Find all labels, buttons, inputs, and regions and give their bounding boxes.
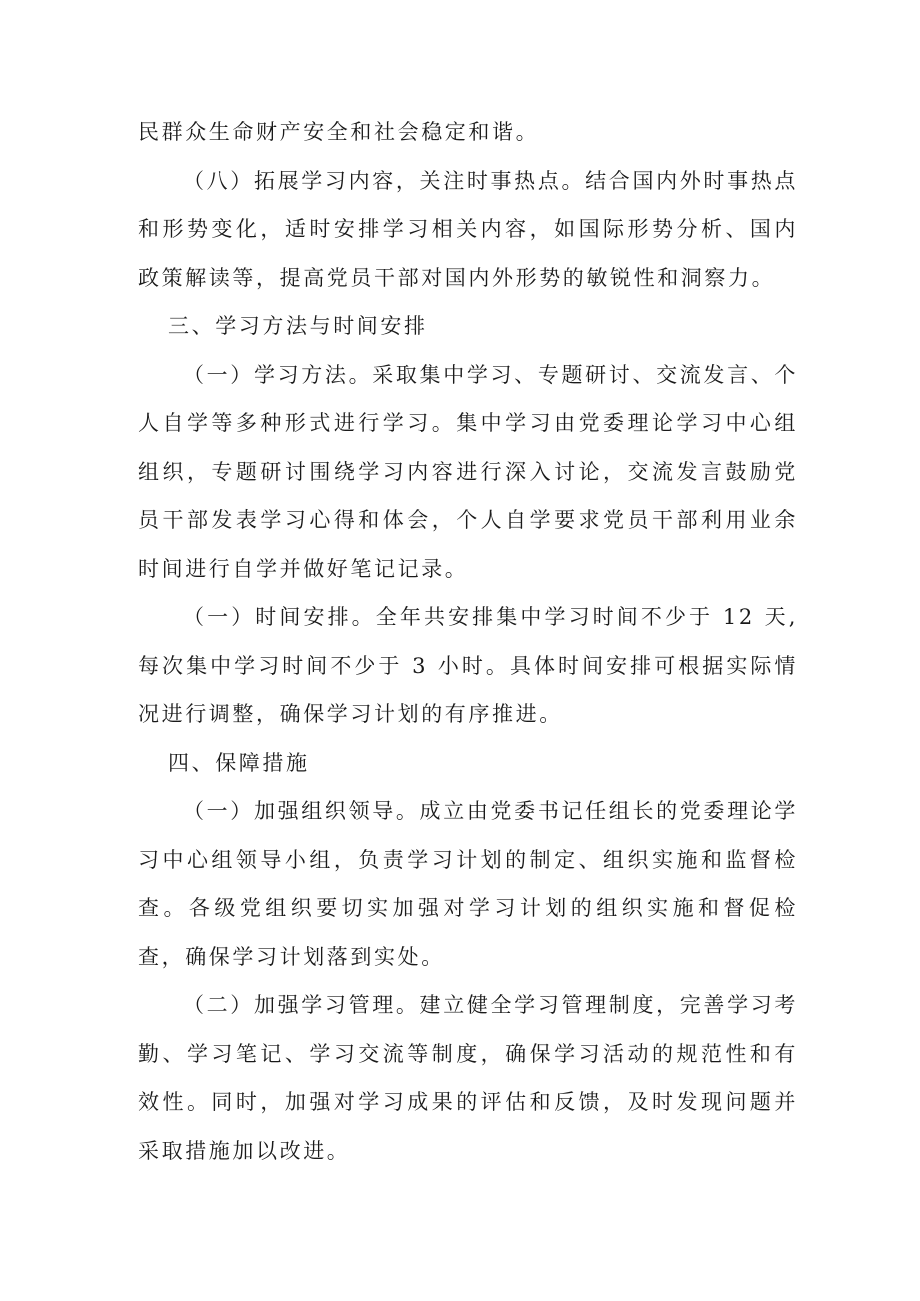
section-heading-study-methods: 三、学习方法与时间安排 bbox=[168, 314, 428, 338]
section-heading-safeguards: 四、保障措施 bbox=[168, 750, 310, 775]
paragraph-study-methods: （一）学习方法。采取集中学习、专题研讨、交流发言、个人自学等多种形式进行学习。集中学习由党委理论学习中心组组织，专题研讨围绕学习内容进行深入讨论，交流发言鼓励党员干部发表学习心得和体会，个人自学要求党员干部利用业余时间进行自学并做好笔记记录。 bbox=[138, 362, 798, 581]
paragraph-time-arrangement: （一）时间安排。全年共安排集中学习时间不少于 12 天,每次集中学习时间不少于 3 小时。具体时间安排可根据实际情况进行调整，确保学习计划的有序推进。 bbox=[138, 605, 798, 726]
paragraph-organizational-leadership: （一）加强组织领导。成立由党委书记任组长的党委理论学习中心组领导小组，负责学习计划的制定、组织实施和监督检查。各级党组织要切实加强对学习计划的组织实施和督促检查，确保学习计划落到实处。 bbox=[138, 799, 798, 969]
paragraph-continuation: 民群众生命财产安全和社会稳定和谐。 bbox=[138, 120, 540, 144]
document-body bbox=[138, 108, 798, 1175]
paragraph-study-management: （二）加强学习管理。建立健全学习管理制度，完善学习考勤、学习笔记、学习交流等制度，确保学习活动的规范性和有效性。同时，加强对学习成果的评估和反馈，及时发现问题并采取措施加以改进。 bbox=[138, 993, 798, 1163]
paragraph-expand-study-content: （八）拓展学习内容，关注时事热点。结合国内外时事热点和形势变化，适时安排学习相关内容，如国际形势分析、国内政策解读等，提高党员干部对国内外形势的敏锐性和洞察力。 bbox=[138, 168, 798, 290]
